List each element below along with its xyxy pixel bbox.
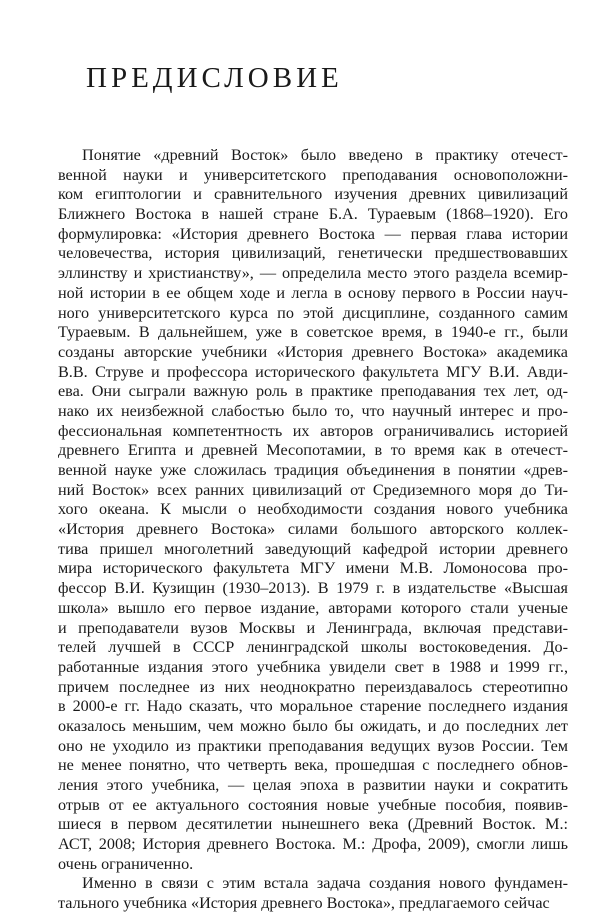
- text-line: созданы авторские учебники «История древнего Востока» академика: [58, 342, 568, 361]
- text-line: работанные издания этого учебника увидели свет в 1988 и 1999 гг.,: [58, 657, 568, 676]
- text-line: эллинству и христианству», — определила место этого раздела всемир-: [58, 264, 568, 283]
- text-line: ного университетского курса по этой дисциплине, созданного самим: [58, 303, 568, 322]
- text-line: очень ограниченно.: [58, 854, 194, 873]
- text-line: шиеся в первом десятилетии нынешнего века (Древний Восток. М.:: [58, 815, 568, 834]
- text-line: ева. Они сыграли важную роль в практике преподавания тех лет, од-: [58, 382, 568, 401]
- text-line: формулировка: «История древнего Востока — первая глава истории: [58, 224, 568, 243]
- text-line: оно не уходило из практики преподавания ведущих вузов России. Тем: [58, 736, 568, 755]
- text-line: оказалось меньшим, чем можно было бы ожидать, и до последних лет: [58, 716, 568, 735]
- text-line: ления этого учебника, — целая эпоха в развитии науки и сократить: [58, 776, 568, 794]
- paragraph: [58, 874, 568, 913]
- text-line: венной науке уже сложилась традиция объединения в понятии «древ-: [58, 461, 568, 479]
- text-line: ком египтологии и сравнительного изучения древних цивилизаций: [58, 185, 568, 204]
- text-line: причем последнее из них неоднократно переиздавалось стереотипно: [58, 677, 568, 696]
- text-line: ний Восток» всех ранних цивилизаций от Средиземного моря до Ти-: [58, 480, 568, 499]
- text-line: телей лучшей в СССР ленинградской школы востоковедения. До-: [58, 638, 568, 657]
- text-line: «История древнего Востока» силами большого авторского коллек-: [58, 520, 568, 539]
- chapter-title: ПРЕДИСЛОВИЕ: [86, 62, 343, 94]
- text-line: ной истории в ее общем ходе и легла в основу первого в России науч-: [58, 283, 568, 302]
- text-line: фессиональная компетентность их авторов ограничивались историей: [58, 421, 568, 440]
- text-line: отрыв от ее актуального состояния новые учебные пособия, появив-: [58, 795, 568, 814]
- text-line: Понятие «древний Восток» было введено в практику отечест-: [82, 146, 568, 164]
- text-line: нако их неизбежной слабостью было то, что научный интерес и про-: [58, 401, 568, 420]
- text-line: венной науки и университетского преподавания основоположни-: [58, 165, 568, 184]
- text-line: школа» вышло его первое издание, авторами которого стали ученые: [58, 598, 568, 617]
- body-text: [58, 146, 568, 914]
- text-line: хого океана. К мысли о необходимости создания нового учебника: [58, 500, 568, 519]
- text-line: В.В. Струве и профессора исторического факультета МГУ В.И. Авди-: [58, 362, 568, 381]
- text-line: тива пришел многолетний заведующий кафедрой истории древнего: [58, 539, 568, 558]
- text-line: Тураевым. В дальнейшем, уже в советское время, в 1940-е гг., были: [58, 323, 568, 342]
- text-line: АСТ, 2008; История древнего Востока. М.: Дрофа, 2009), смогли лишь: [58, 835, 568, 854]
- text-line: тального учебника «История древнего Востока», предлагаемого сейчас: [58, 894, 550, 913]
- text-line: Именно в связи с этим встала задача создания нового фундамен-: [82, 874, 568, 893]
- text-line: мира исторического факультета МГУ имени М.В. Ломоносова про-: [58, 559, 568, 578]
- text-line: древнего Египта и древней Месопотамии, в то время как в отечест-: [58, 441, 568, 460]
- text-line: фессор В.И. Кузищин (1930–2013). В 1979 г. в издательстве «Высшая: [58, 579, 568, 598]
- text-line: человечества, история цивилизаций, генетически предшествовавших: [58, 244, 568, 263]
- text-line: в 2000-е гг. Надо сказать, что моральное старение последнего издания: [58, 697, 568, 716]
- paragraph: [58, 146, 568, 874]
- text-line: и преподаватели вузов Москвы и Ленинграда, включая представи-: [58, 618, 568, 637]
- text-line: Ближнего Востока в нашей стране Б.А. Тураевым (1868–1920). Его: [58, 205, 568, 224]
- text-line: не менее понятно, что четверть века, прошедшая с последнего обнов-: [58, 756, 568, 775]
